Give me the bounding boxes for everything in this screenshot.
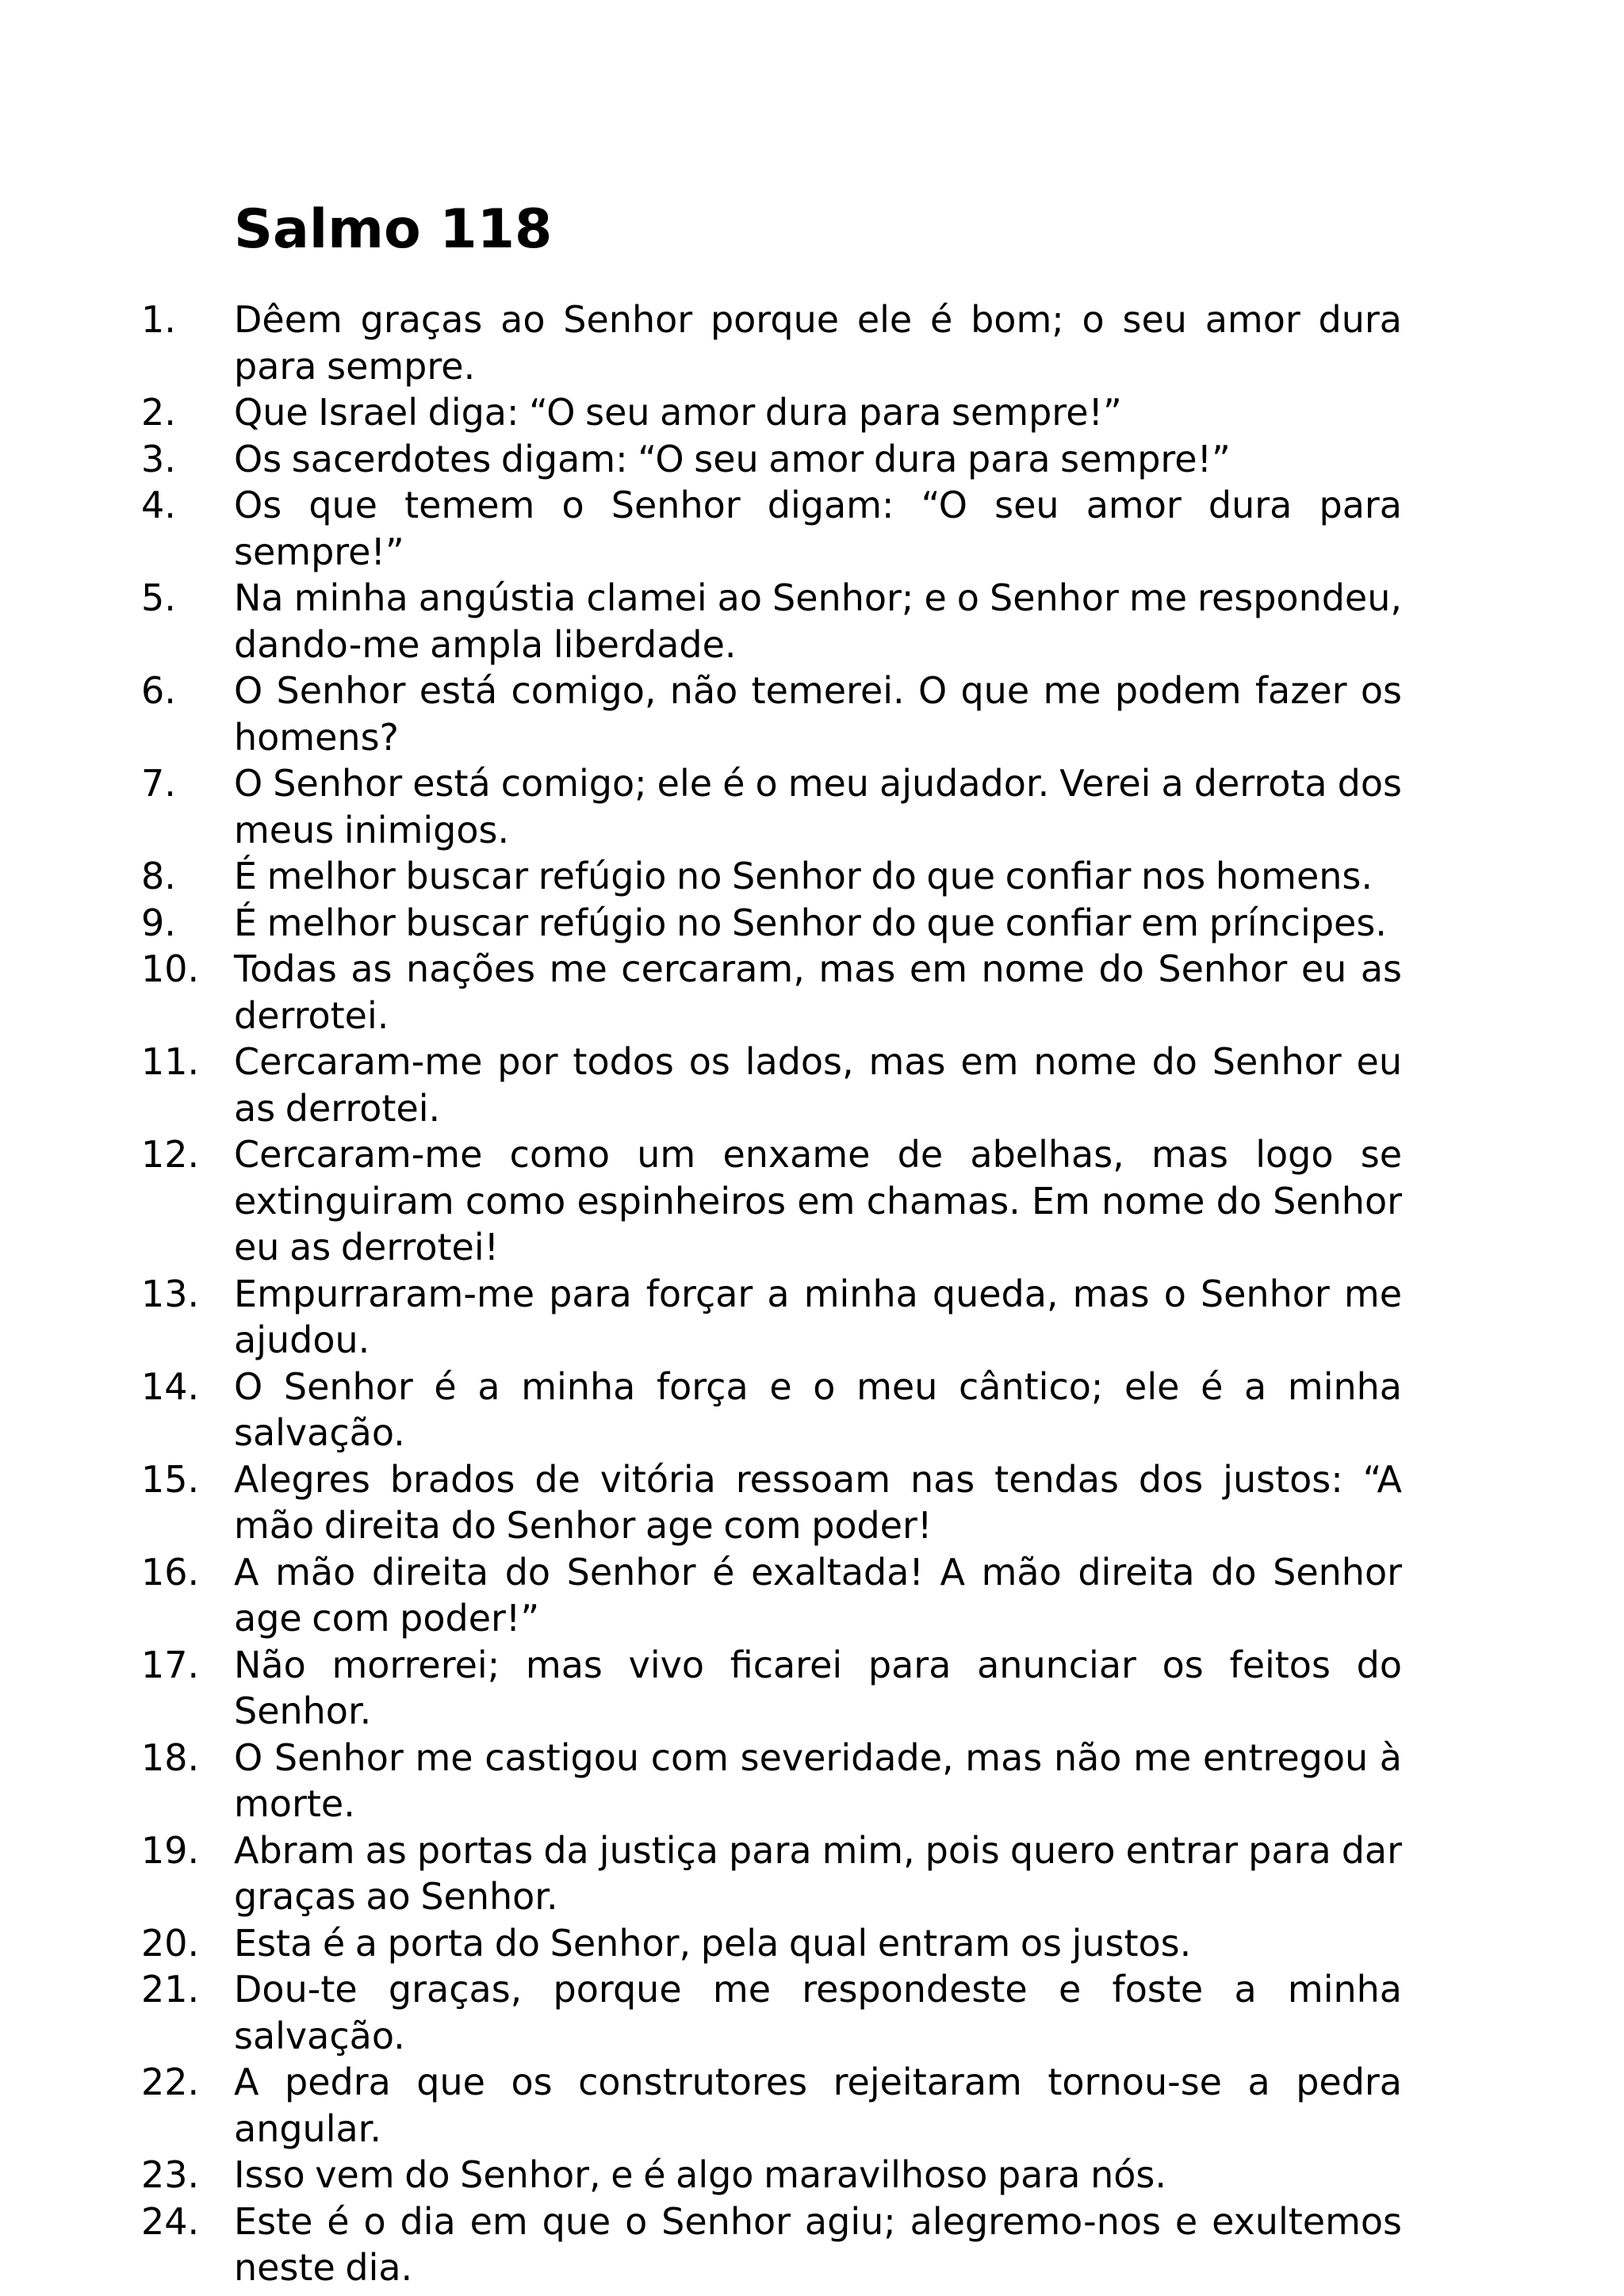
verse-text: Os sacerdotes digam: “O seu amor dura para sempre!”	[234, 437, 1231, 480]
list-item	[0, 853, 1624, 900]
verse-number: 17.	[141, 1643, 200, 1686]
verse-list	[0, 297, 1624, 2291]
verse-text: Empurraram-me para forçar a minha queda, mas o Senhor me ajudou.	[234, 1272, 1402, 1361]
verse-number: 16.	[141, 1550, 200, 1594]
verse-number: 11.	[141, 1040, 200, 1083]
list-item	[0, 1456, 1624, 1549]
list-item	[0, 2198, 1624, 2291]
verse-text: Dêem graças ao Senhor porque ele é bom; o seu amor dura para sempre.	[234, 298, 1402, 388]
verse-text: Os que temem o Senhor digam: “O seu amor dura para sempre!”	[234, 484, 1402, 573]
verse-number: 24.	[141, 2199, 200, 2243]
list-item	[0, 668, 1624, 760]
verse-text: É melhor buscar refúgio no Senhor do que confiar nos homens.	[234, 855, 1373, 897]
verse-text: O Senhor é a minha força e o meu cântico; ele é a minha salvação.	[234, 1364, 1402, 1454]
verse-number: 5.	[141, 576, 176, 619]
list-item	[0, 1827, 1624, 1920]
page-title: Salmo 118	[234, 198, 553, 261]
verse-text: Abram as portas da justiça para mim, pois quero entrar para dar graças ao Senhor.	[234, 1828, 1402, 1918]
list-item	[0, 389, 1624, 436]
verse-text: Esta é a porta do Senhor, pela qual entram os justos.	[234, 1921, 1192, 1965]
verse-text: O Senhor está comigo, não temerei. O que me podem fazer os homens?	[234, 669, 1402, 759]
verse-number: 1.	[141, 298, 176, 341]
verse-text: Isso vem do Senhor, e é algo maravilhoso para nós.	[234, 2153, 1166, 2196]
verse-text: É melhor buscar refúgio no Senhor do que confiar em príncipes.	[234, 901, 1387, 944]
list-item	[0, 1364, 1624, 1456]
verse-text: O Senhor me castigou com severidade, mas não me entregou à morte.	[234, 1735, 1402, 1825]
verse-number: 8.	[141, 855, 176, 897]
list-item	[0, 900, 1624, 947]
verse-text: Cercaram-me por todos os lados, mas em nome do Senhor eu as derrotei.	[234, 1040, 1402, 1130]
verse-text: Cercaram-me como um enxame de abelhas, mas logo se extinguiram como espinheiros em chamas. Em nome do Senhor eu as derrotei!	[234, 1133, 1402, 1269]
verse-text: Todas as nações me cercaram, mas em nome do Senhor eu as derrotei.	[234, 947, 1402, 1037]
verse-number: 10.	[141, 947, 200, 990]
list-item	[0, 297, 1624, 389]
list-item	[0, 1966, 1624, 2059]
list-item	[0, 1549, 1624, 1642]
verse-text: Este é o dia em que o Senhor agiu; alegremo-nos e exultemos neste dia.	[234, 2199, 1402, 2289]
list-item	[0, 575, 1624, 668]
verse-text: Não morrerei; mas vivo ficarei para anunciar os feitos do Senhor.	[234, 1643, 1402, 1732]
verse-text: A pedra que os construtores rejeitaram tornou-se a pedra angular.	[234, 2061, 1402, 2150]
list-item	[0, 436, 1624, 483]
verse-number: 2.	[141, 391, 176, 434]
verse-number: 12.	[141, 1133, 200, 1176]
list-item	[0, 482, 1624, 575]
verse-number: 20.	[141, 1921, 200, 1965]
list-item	[0, 1271, 1624, 1364]
verse-text: Na minha angústia clamei ao Senhor; e o Senhor me respondeu, dando-me ampla liberdade.	[234, 576, 1402, 666]
verse-number: 6.	[141, 669, 176, 712]
list-item	[0, 1735, 1624, 1827]
verse-text: O Senhor está comigo; ele é o meu ajudador. Verei a derrota dos meus inimigos.	[234, 762, 1402, 851]
verse-number: 7.	[141, 762, 176, 805]
list-item	[0, 1039, 1624, 1131]
verse-number: 3.	[141, 437, 176, 480]
list-item	[0, 946, 1624, 1039]
verse-text: Dou-te graças, porque me respondeste e foste a minha salvação.	[234, 1968, 1402, 2057]
list-item	[0, 2152, 1624, 2198]
verse-number: 14.	[141, 1364, 200, 1408]
list-item	[0, 2059, 1624, 2152]
verse-text: Que Israel diga: “O seu amor dura para sempre!”	[234, 391, 1122, 434]
list-item	[0, 1920, 1624, 1967]
list-item	[0, 1642, 1624, 1735]
list-item	[0, 760, 1624, 853]
verse-number: 23.	[141, 2153, 200, 2196]
verse-number: 9.	[141, 901, 176, 944]
verse-number: 21.	[141, 1968, 200, 2011]
verse-number: 4.	[141, 484, 176, 526]
verse-number: 18.	[141, 1735, 200, 1779]
verse-number: 15.	[141, 1457, 200, 1501]
verse-text: A mão direita do Senhor é exaltada! A mão direita do Senhor age com poder!”	[234, 1550, 1402, 1640]
verse-number: 19.	[141, 1828, 200, 1872]
verse-number: 13.	[141, 1272, 200, 1315]
verse-number: 22.	[141, 2061, 200, 2103]
verse-text: Alegres brados de vitória ressoam nas tendas dos justos: “A mão direita do Senhor age com poder!	[234, 1457, 1402, 1547]
list-item	[0, 1131, 1624, 1271]
